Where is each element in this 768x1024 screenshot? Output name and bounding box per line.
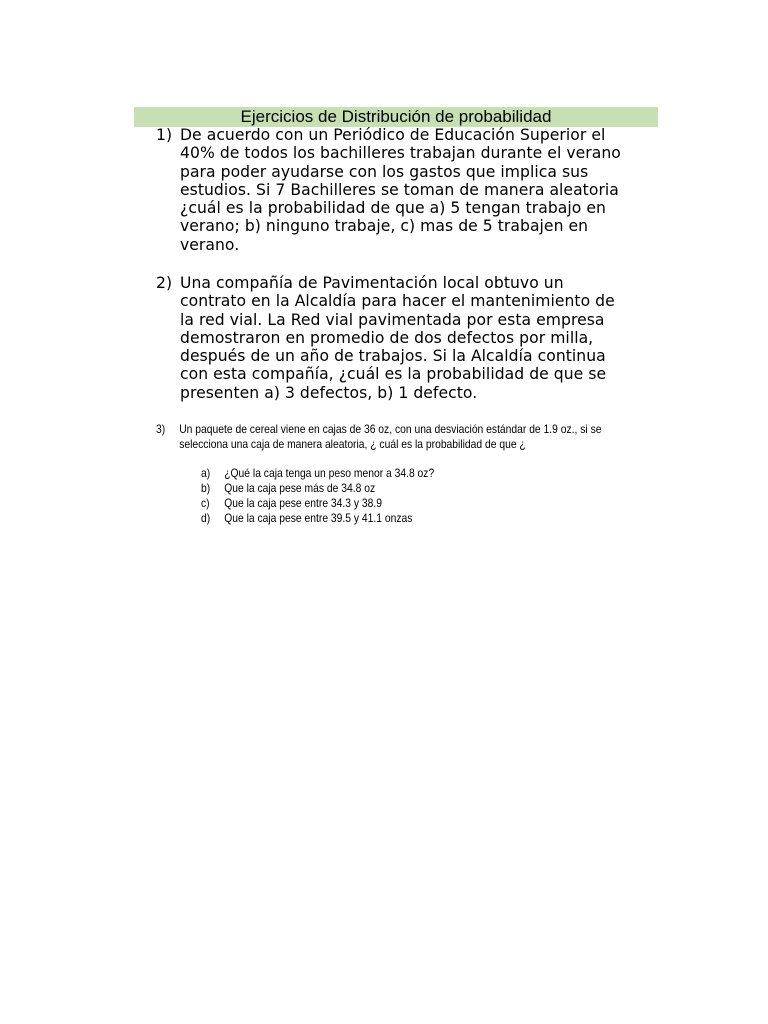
- exercise-text: [179, 422, 602, 452]
- text-line: Una compañía de Pavimentación local obtuvo un: [180, 274, 564, 292]
- text-line: ¿cuál es la probabilidad de que a) 5 tengan trabajo en: [180, 199, 606, 218]
- text-line: presenten a) 3 defectos, b) 1 defecto.: [180, 383, 478, 402]
- exercise-number: 3): [156, 422, 166, 436]
- text-line: De acuerdo con un Periódico de Educación Superior el: [180, 126, 606, 144]
- text-line: demostraron en promedio de dos defectos por milla,: [180, 328, 594, 347]
- option-letter: b): [201, 481, 211, 495]
- text-line: con esta compañía, ¿cuál es la probabilidad de que se: [180, 365, 607, 384]
- text-line: para poder ayudarse con los gastos que implica sus: [180, 162, 589, 181]
- document-title: Ejercicios de Distribución de probabilidad: [134, 107, 658, 127]
- exercise-2: [156, 274, 656, 402]
- exercise-1: [156, 126, 656, 254]
- exercise-number: 2): [156, 274, 173, 292]
- text-line: estudios. Si 7 Bachilleres se toman de manera aleatoria: [180, 180, 619, 199]
- text-line: contrato en la Alcaldía para hacer el mantenimiento de: [180, 292, 615, 311]
- option-text: Que la caja pese más de 34.8 oz: [224, 481, 376, 495]
- text-line: la red vial. La Red vial pavimentada por esta empresa: [180, 310, 605, 329]
- text-line: 40% de todos los bachilleres trabajan durante el verano: [180, 144, 621, 163]
- exercise-number: 1): [156, 126, 173, 144]
- option-letter: a): [201, 466, 211, 480]
- text-line: verano; b) ninguno trabaje, c) mas de 5 trabajen en: [180, 217, 589, 236]
- option-text: Que la caja pese entre 34.3 y 38.9: [224, 496, 383, 510]
- exercise-3: [156, 422, 602, 452]
- option-letter: d): [201, 511, 211, 525]
- exercise-text: [180, 274, 656, 402]
- text-line: después de un año de trabajos. Si la Alcaldía continua: [180, 347, 606, 366]
- exercise-text: [180, 126, 656, 254]
- option-letter: c): [201, 496, 210, 510]
- option-text: ¿Qué la caja tenga un peso menor a 34.8 oz?: [224, 466, 435, 480]
- text-line: selecciona una caja de manera aleatoria, ¿ cuál es la probabilidad de que ¿: [179, 437, 526, 451]
- text-line: verano.: [180, 235, 240, 254]
- text-line: Un paquete de cereal viene en cajas de 36 oz, con una desviación estándar de 1.9 oz., si se: [179, 422, 602, 436]
- option-text: Que la caja pese entre 39.5 y 41.1 onzas: [224, 511, 413, 525]
